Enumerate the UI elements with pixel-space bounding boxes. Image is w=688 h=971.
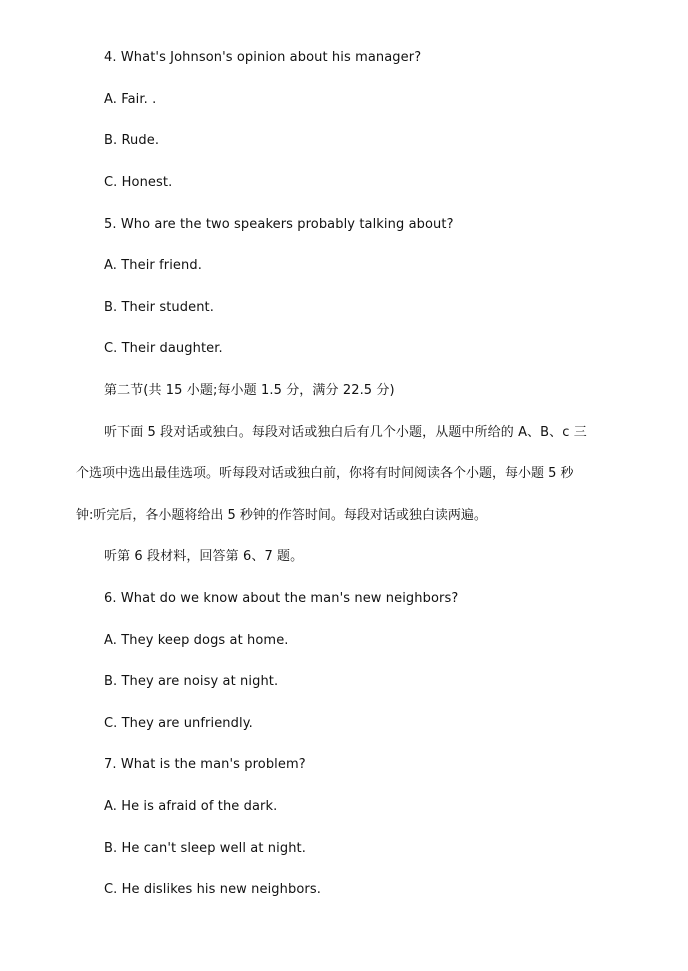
q5-option-a: A. Their friend. [104, 258, 202, 273]
q6-option-b: B. They are noisy at night. [104, 674, 279, 689]
q6-option-a: A. They keep dogs at home. [104, 633, 289, 648]
question-4: 4. What's Johnson's opinion about his manager? [104, 50, 422, 65]
instructions-line-2: 个选项中选出最佳选项。听每段对话或独白前，你将有时间阅读各个小题，每小题 5 秒 [76, 466, 574, 481]
section-heading: 第二节(共 15 小题;每小题 1.5 分，满分 22.5 分) [104, 383, 395, 398]
q5-option-b: B. Their student. [104, 300, 214, 315]
q7-option-b: B. He can't sleep well at night. [104, 841, 306, 856]
q7-option-a: A. He is afraid of the dark. [104, 799, 278, 814]
q4-option-a: A. Fair. . [104, 92, 157, 107]
q4-option-c: C. Honest. [104, 175, 173, 190]
q4-option-b: B. Rude. [104, 133, 160, 148]
material-6-note: 听第 6 段材料，回答第 6、7 题。 [104, 549, 304, 564]
question-6: 6. What do we know about the man's new neighbors? [104, 591, 459, 606]
q7-option-c: C. He dislikes his new neighbors. [104, 882, 321, 897]
q5-option-c: C. Their daughter. [104, 341, 223, 356]
q6-option-c: C. They are unfriendly. [104, 716, 253, 731]
question-5: 5. Who are the two speakers probably talking about? [104, 217, 454, 232]
instructions-line-3: 钟:听完后，各小题将给出 5 秒钟的作答时间。每段对话或独白读两遍。 [76, 508, 487, 523]
instructions-line-1: 听下面 5 段对话或独白。每段对话或独白后有几个小题，从题中所给的 A、B、c 三 [104, 425, 587, 440]
question-7: 7. What is the man's problem? [104, 757, 306, 772]
